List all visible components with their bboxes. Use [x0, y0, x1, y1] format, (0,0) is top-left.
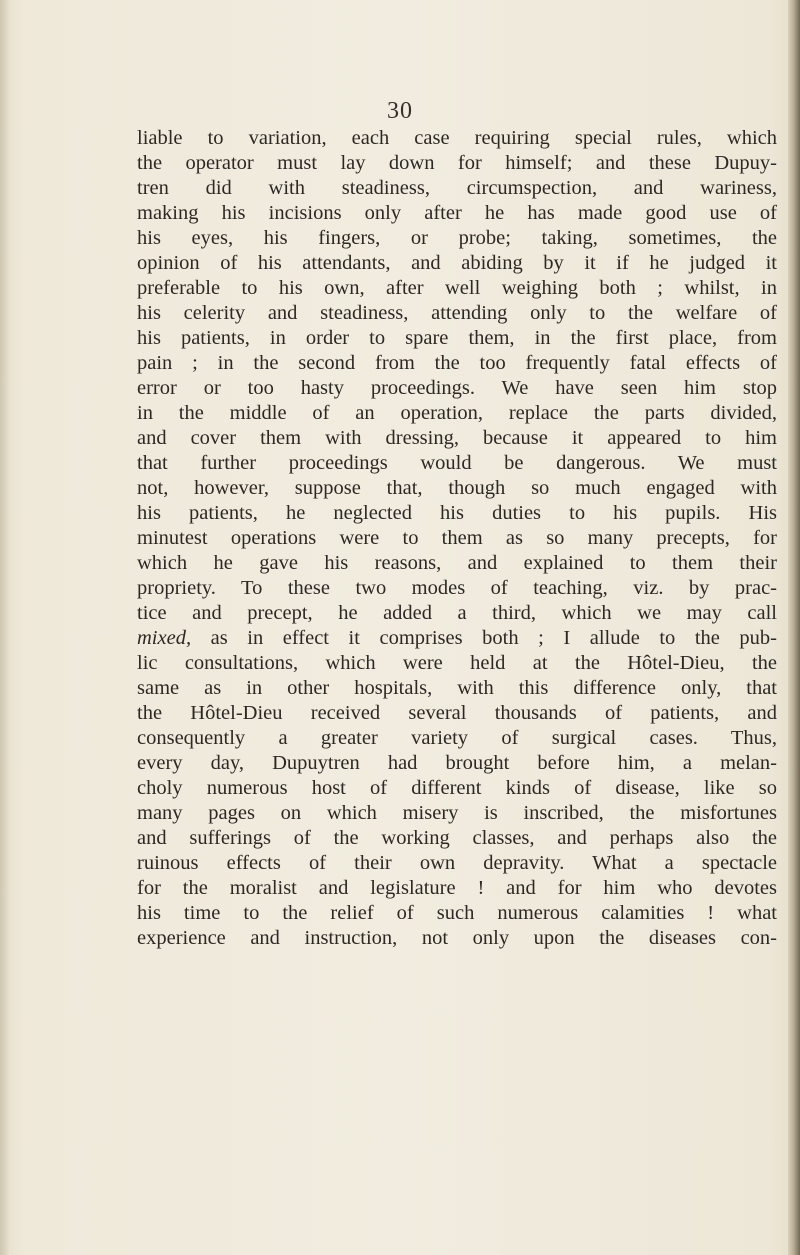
text-line: propriety. To these two modes of teaching, viz. by prac-	[137, 577, 777, 599]
text-line: the Hôtel-Dieu received several thousands of patients, and	[137, 702, 777, 724]
text-line: his patients, he neglected his duties to his pupils. His	[137, 502, 777, 524]
text-line: and sufferings of the working classes, and perhaps also the	[137, 827, 777, 849]
text-line: choly numerous host of different kinds of disease, like so	[137, 777, 777, 799]
text-line: every day, Dupuytren had brought before him, a melan-	[137, 752, 777, 774]
text-line: his celerity and steadiness, attending only to the welfare of	[137, 302, 777, 324]
text-line-rest: as in effect it comprises both ; I allude to the pub-	[210, 627, 777, 649]
text-line: minutest operations were to them as so many precepts, for	[137, 527, 777, 549]
text-line: which he gave his reasons, and explained to them their	[137, 552, 777, 574]
text-line: and cover them with dressing, because it appeared to him	[137, 427, 777, 449]
text-line: in the middle of an operation, replace the parts divided,	[137, 402, 777, 424]
text-line: consequently a greater variety of surgical cases. Thus,	[137, 727, 777, 749]
text-line: tren did with steadiness, circumspection, and wariness,	[137, 177, 777, 199]
text-line-mixed	[137, 626, 777, 651]
text-line: his patients, in order to spare them, in the first place, from	[137, 327, 777, 349]
text-line: not, however, suppose that, though so much engaged with	[137, 477, 777, 499]
text-line: lic consultations, which were held at the Hôtel-Dieu, the	[137, 652, 777, 674]
text-line: his eyes, his fingers, or probe; taking, sometimes, the	[137, 227, 777, 249]
page-number: 30	[387, 98, 413, 124]
text-line: for the moralist and legislature ! and for him who devotes	[137, 877, 777, 899]
text-line: that further proceedings would be dangerous. We must	[137, 452, 777, 474]
page-right-edge	[788, 0, 800, 1255]
text-line: opinion of his attendants, and abiding by it if he judged it	[137, 252, 777, 274]
page-gutter-shadow	[0, 0, 10, 1255]
text-line: pain ; in the second from the too frequently fatal effects of	[137, 352, 777, 374]
text-line: tice and precept, he added a third, which we may call	[137, 602, 777, 624]
text-line: making his incisions only after he has made good use of	[137, 202, 777, 224]
text-line: many pages on which misery is inscribed, the misfortunes	[137, 802, 777, 824]
text-line: preferable to his own, after well weighing both ; whilst, in	[137, 277, 777, 299]
text-line: experience and instruction, not only upon the diseases con-	[137, 927, 777, 949]
text-line: same as in other hospitals, with this difference only, that	[137, 677, 777, 699]
text-line: error or too hasty proceedings. We have seen him stop	[137, 377, 777, 399]
text-line: ruinous effects of their own depravity. What a spectacle	[137, 852, 777, 874]
text-line: his time to the relief of such numerous calamities ! what	[137, 902, 777, 924]
text-line: the operator must lay down for himself; and these Dupuy-	[137, 152, 777, 174]
italic-word: mixed,	[137, 627, 192, 649]
text-line: liable to variation, each case requiring special rules, which	[137, 127, 777, 149]
body-text	[137, 126, 777, 951]
